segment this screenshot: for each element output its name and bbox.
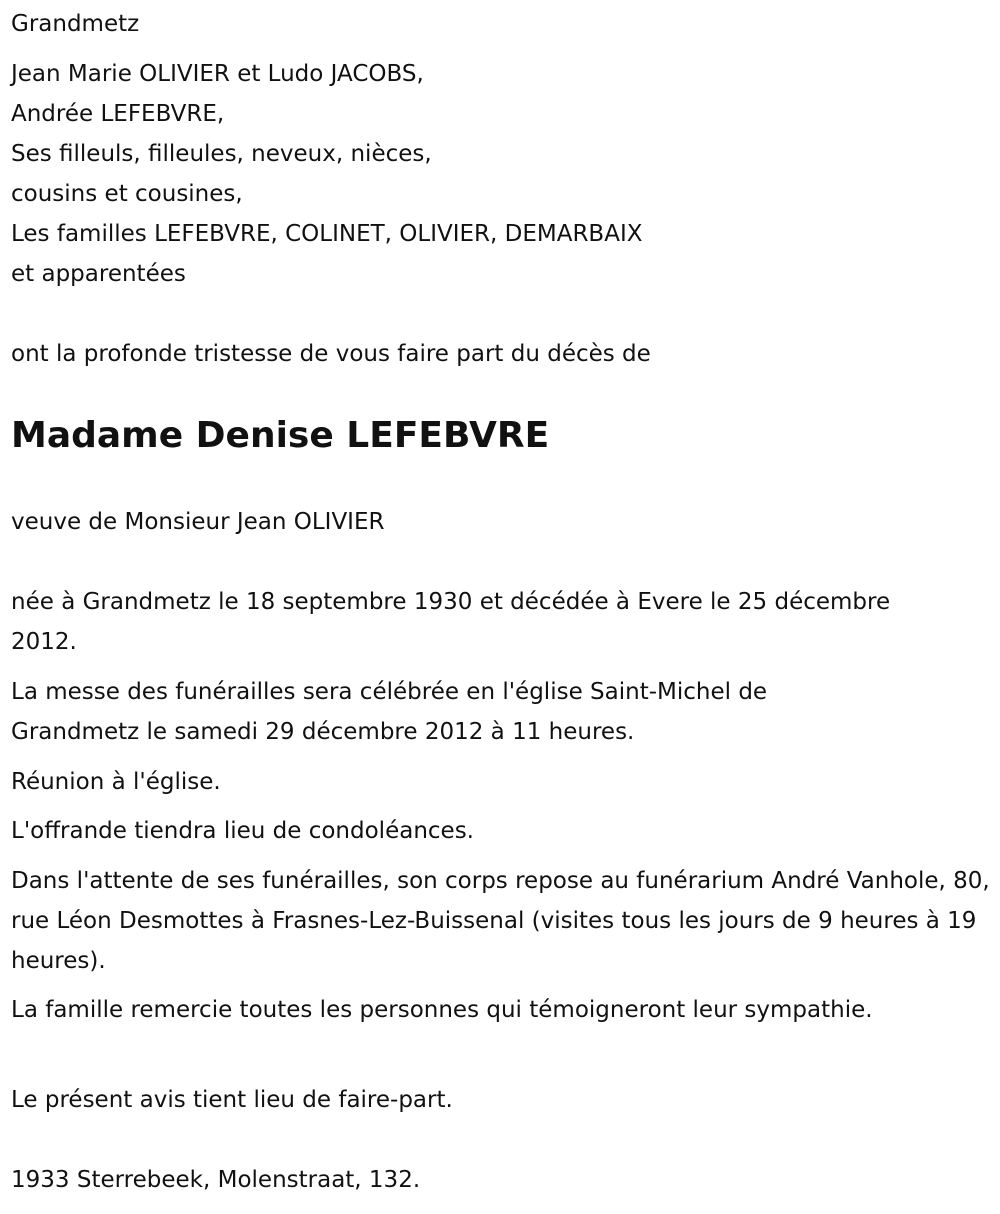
meeting-paragraph <box>11 762 991 802</box>
locality-text: Grandmetz <box>11 11 140 37</box>
offering-paragraph <box>11 811 991 851</box>
family-line: Jean Marie OLIVIER et Ludo JACOBS, <box>11 61 424 87</box>
family-line: Andrée LEFEBVRE, <box>11 101 225 127</box>
announcement <box>11 334 991 374</box>
offering-text: L'offrande tiendra lieu de condoléances. <box>11 818 474 844</box>
birth-death-paragraph <box>11 582 891 662</box>
announcement-text: ont la profonde tristesse de vous faire part du décès de <box>11 341 651 367</box>
family-list <box>11 54 991 294</box>
address-text: 1933 Sterrebeek, Molenstraat, 132. <box>11 1167 421 1193</box>
locality <box>11 4 991 44</box>
funeral-mass-paragraph <box>11 672 901 752</box>
thanks-text: La famille remercie toutes les personnes qui témoigneront leur sympathie. <box>11 997 873 1023</box>
thanks-paragraph <box>11 990 891 1030</box>
repose-text: Dans l'attente de ses funérailles, son corps repose au funérarium André Vanhole, 80, rue Léon Desmottes à Frasnes-Lez-Buissenal (visites tous les jours de 9 heures à 19 heures). <box>11 868 990 974</box>
family-line: et apparentées <box>11 261 186 287</box>
birth-death-text: née à Grandmetz le 18 septembre 1930 et décédée à Evere le 25 décembre 2012. <box>11 589 891 655</box>
widow-of-text: veuve de Monsieur Jean OLIVIER <box>11 509 385 535</box>
funeral-mass-text: La messe des funérailles sera célébrée en l'église Saint-Michel de Grandmetz le samedi 29 décembre 2012 à 11 heures. <box>11 679 768 745</box>
family-line: Ses filleuls, filleules, neveux, nièces, <box>11 141 432 167</box>
family-line: Les familles LEFEBVRE, COLINET, OLIVIER, DEMARBAIX <box>11 221 643 247</box>
family-line: cousins et cousines, <box>11 181 243 207</box>
repose-paragraph <box>11 861 996 981</box>
deceased-name: Madame Denise LEFEBVRE <box>11 415 550 456</box>
address <box>11 1160 991 1200</box>
meeting-text: Réunion à l'église. <box>11 769 221 795</box>
notice-text: Le présent avis tient lieu de faire-part. <box>11 1087 453 1113</box>
notice-paragraph <box>11 1080 991 1120</box>
widow-of <box>11 502 991 542</box>
